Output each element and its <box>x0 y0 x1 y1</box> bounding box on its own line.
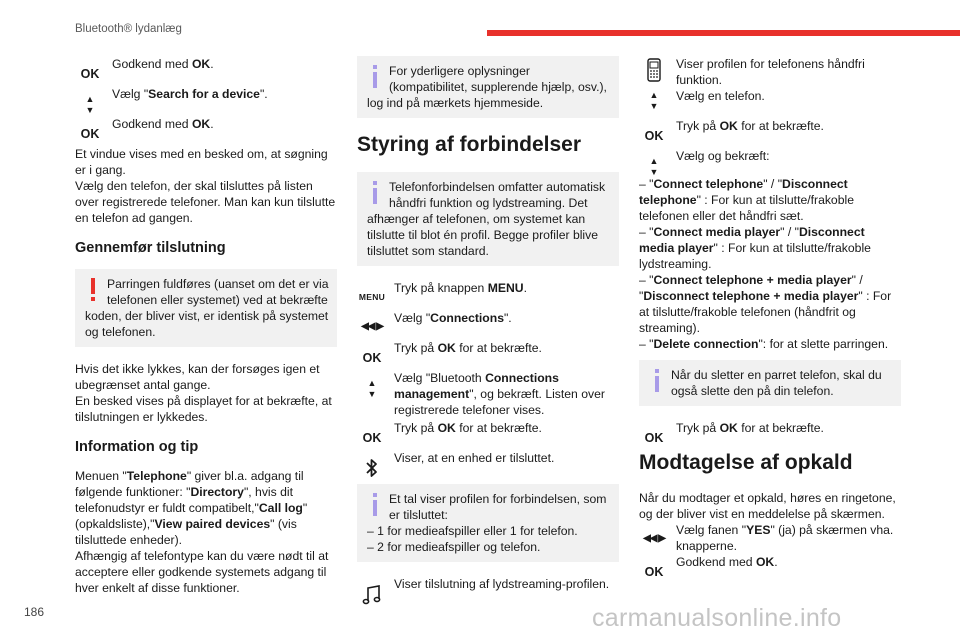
info-icon <box>649 367 671 393</box>
left-right-arrows-icon: ◀◀ ▶ <box>361 321 383 332</box>
menu-button-icon: MENU <box>358 292 386 302</box>
section-heading: Gennemfør tilslutning <box>75 240 226 256</box>
step-handsfree-profile: Viser profilen for telefonens håndfri funktion. <box>639 56 901 88</box>
section-title: Modtagelse af opkald <box>639 451 853 474</box>
phone-icon <box>639 58 669 82</box>
info-note: Telefonforbindelsen omfatter automatisk håndfri funktion og lydstreaming. Det afhænger af telefonen, om systemet kan tilslutte til blot én profil. Begge profiler blive tilsluttet som standard. <box>357 172 619 266</box>
step-select-search: ▲ ▼ Vælg "Search for a device". <box>75 86 337 102</box>
step-select-confirm: ▲ ▼ Vælg og bekræft: <box>639 148 901 164</box>
column-middle <box>357 56 619 606</box>
step-select-connections: ◀◀ ▶ Vælg "Connections". <box>357 310 619 326</box>
step-streaming-profile: Viser tilslutning af lydstreaming-profilen. <box>357 576 619 592</box>
section-title: Styring af forbindelser <box>357 133 582 156</box>
info-icon <box>367 179 389 205</box>
paragraph: Menuen "Telephone" giver bl.a. adgang til følgende funktioner: "Directory", hvis dit telefonudstyr er fuldt compatibelt,"Call log" (opkaldsliste),"View paired devices" (vis tilsluttede enheder). <box>75 469 308 547</box>
section-heading: Information og tip <box>75 439 199 455</box>
option-item: – "Connect telephone" / "Disconnect telephone" : For kun at tilslutte/frakoble telefonen eller det håndfri sæt. <box>639 177 854 223</box>
info-note: For yderligere oplysninger (kompatibilitet, supplerende hjælp, osv.), log ind på mærkets hjemmeside. <box>357 56 619 118</box>
header-accent-bar <box>487 30 960 36</box>
ok-button-icon: OK <box>80 127 100 141</box>
watermark: carmanualsonline.info <box>592 604 842 632</box>
column-right <box>639 56 901 584</box>
step-confirm-ok-2: OK Tryk på OK for at bekræfte. <box>639 420 901 436</box>
paragraph: En besked vises på displayet for at bekræfte, at tilslutningen er lykkedes. <box>75 394 332 424</box>
option-item: – "Connect telephone + media player" / "Disconnect telephone + media player" : For at tilslutte/frakoble telefonen (håndfrit og streaming). <box>639 273 892 335</box>
ok-button-icon: OK <box>644 565 664 579</box>
running-header: Bluetooth® lydanlæg <box>75 23 182 35</box>
step-select-management: ▲ ▼ Vælg "Bluetooth Connections management", og bekræft. Listen over registrerede telefoner vises. <box>357 370 619 418</box>
page-number: 186 <box>24 605 45 619</box>
up-down-arrows-icon: ▲ ▼ <box>367 378 377 399</box>
paragraph: Et vindue vises med en besked om, at søgning er i gang. <box>75 147 328 177</box>
step-select-phone: ▲ ▼ Vælg en telefon. <box>639 88 901 104</box>
music-note-icon <box>357 584 387 606</box>
paragraph: Afhængig af telefontype kan du være nødt til at acceptere eller godkende systemets adgang til hver enkelt af disse funktioner. <box>75 549 329 595</box>
info-note: Et tal viser profilen for forbindelsen, som er tilsluttet: – 1 for medieafspiller eller 1 for telefon. – 2 for medieafspiller og telefon. <box>357 484 619 562</box>
option-item: – "Connect media player" / "Disconnect media player" : For kun at tilslutte/frakoble lydstreaming. <box>639 225 871 271</box>
info-note: Når du sletter en parret telefon, skal du også slette den på din telefon. <box>639 360 901 406</box>
ok-button-icon: OK <box>644 431 664 445</box>
step-select-yes: ◀◀ ▶ Vælg fanen "YES" (ja) på skærmen vha. knapperne. <box>639 522 901 554</box>
up-down-arrows-icon: ▲ ▼ <box>649 156 659 177</box>
ok-button-icon: OK <box>644 129 664 143</box>
bluetooth-icon <box>357 458 387 478</box>
option-item: – "Delete connection": for at slette parringen. <box>639 337 889 351</box>
paragraph: Vælg den telefon, der skal tilsluttes på listen over registrerede telefoner. Man kan kun tilslutte en telefon ad gangen. <box>75 179 336 225</box>
step-press-menu: MENU Tryk på knappen MENU. <box>357 280 619 296</box>
ok-button-icon: OK <box>362 351 382 365</box>
up-down-arrows-icon: ▲ ▼ <box>85 94 95 115</box>
ok-button-icon: OK <box>362 431 382 445</box>
step-confirm-ok-2: OK Tryk på OK for at bekræfte. <box>357 420 619 436</box>
warning-icon <box>85 276 107 302</box>
step-confirm-ok-2: OK Godkend med OK. <box>75 116 337 132</box>
paragraph: Hvis det ikke lykkes, kan der forsøges igen et ubegrænset antal gange. <box>75 362 320 392</box>
step-confirm-ok-3: OK Godkend med OK. <box>639 554 901 570</box>
paragraph: Når du modtager et opkald, høres en ringetone, og der bliver vist en meddelelse på skærmen. <box>639 491 896 521</box>
info-icon <box>367 491 389 517</box>
info-icon <box>367 63 389 89</box>
step-device-connected: Viser, at en enhed er tilsluttet. <box>357 450 619 466</box>
ok-button-icon: OK <box>80 67 100 81</box>
column-left <box>75 56 337 610</box>
up-down-arrows-icon: ▲ ▼ <box>649 90 659 111</box>
step-confirm-ok: OK Tryk på OK for at bekræfte. <box>639 118 901 134</box>
warning-note: Parringen fuldføres (uanset om det er via telefonen eller systemet) ved at bekræfte koden, der bliver vist, er identisk på systemet og telefonen. <box>75 269 337 347</box>
left-right-arrows-icon: ◀◀ ▶ <box>643 533 665 544</box>
step-confirm-ok: OK Tryk på OK for at bekræfte. <box>357 340 619 356</box>
step-confirm-ok: OK Godkend med OK. <box>75 56 337 72</box>
